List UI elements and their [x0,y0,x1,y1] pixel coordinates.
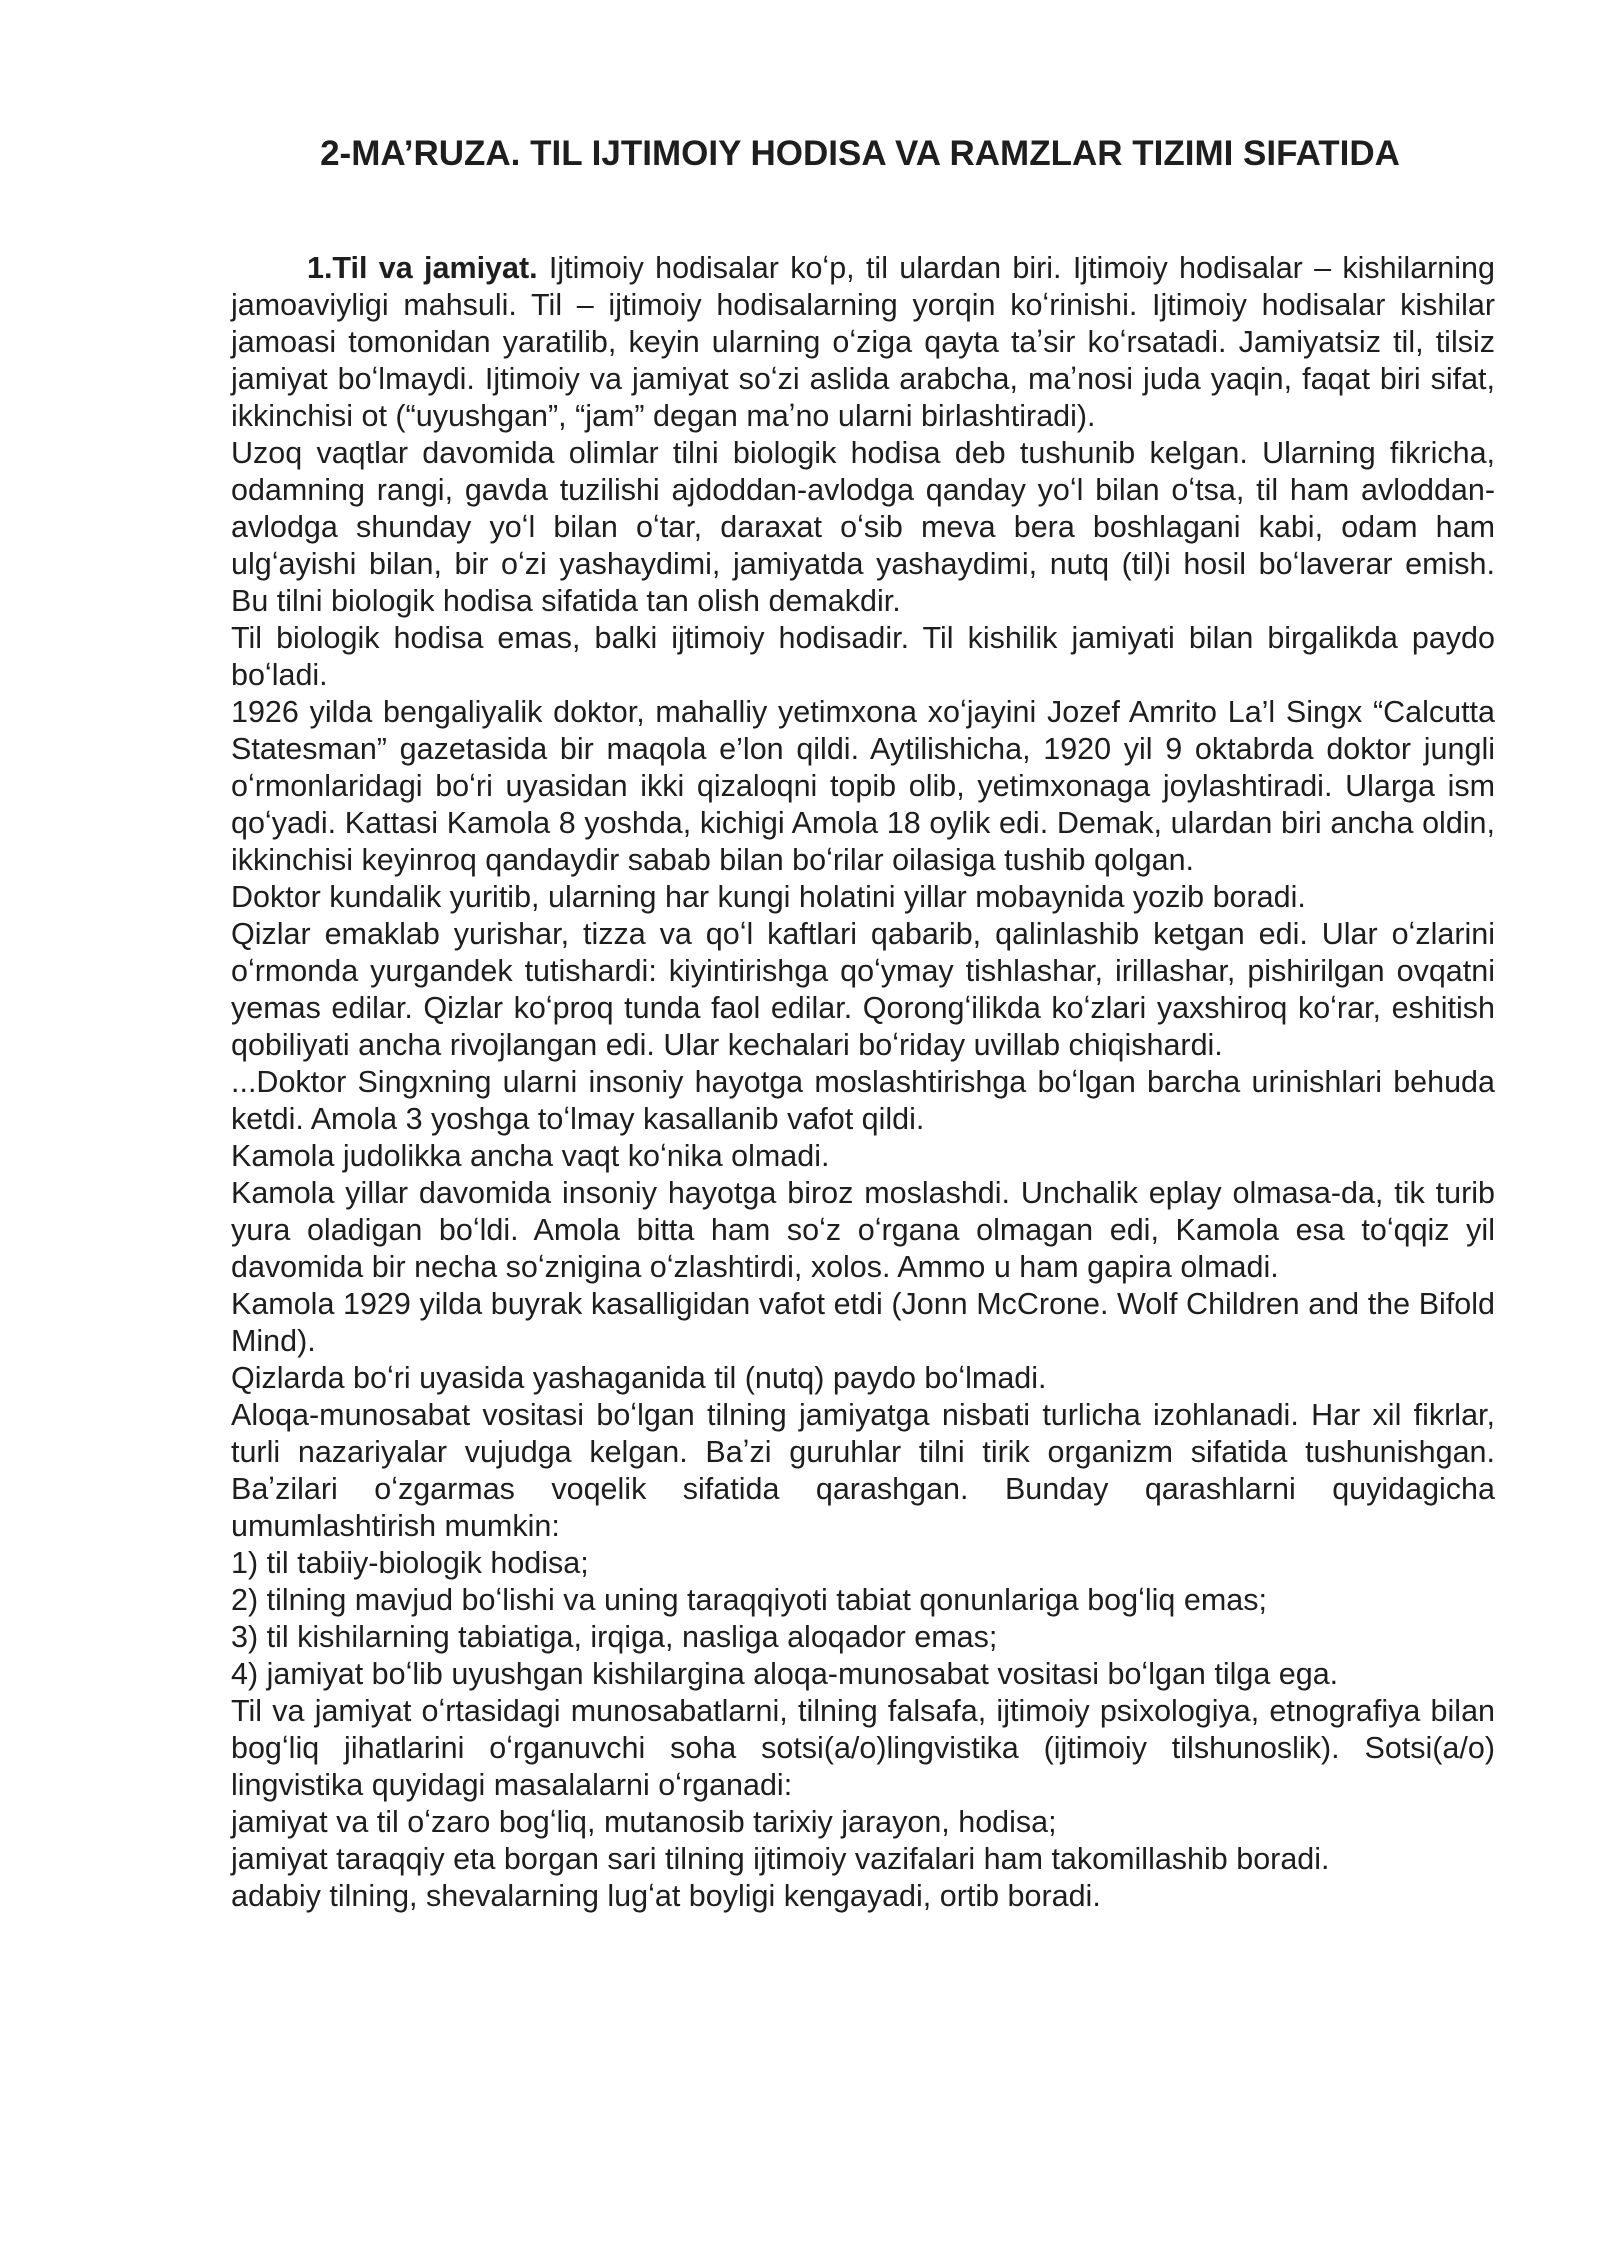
list-item-2: 2) tilning mavjud boʻlishi va uning taraqqiyoti tabiat qonunlariga bogʻliq emas; [231,1583,1267,1617]
paragraph-11: Qizlarda boʻri uyasida yashaganida til (nutq) paydo boʻlmadi. [231,1361,1047,1395]
document-body [231,250,1495,1915]
paragraph-6: Qizlar emaklab yurishar, tizza va qoʻl kaftlari qabarib, qalinlashib ketgan edi. Ular oʻzlarini oʻrmonda yurgandek tutishardi: kiyintirishga qoʻymay tishlashar, irillashar, pishirilgan ovqatni yemas edilar. Qizlar koʻproq tunda faol edilar. Qorongʻilikda koʻzlari yaxshiroq koʻrar, eshitish qobiliyati ancha rivojlangan edi. Ular kechalari boʻriday uvillab chiqishardi. [231,917,1495,1062]
paragraph-8: Kamola judolikka ancha vaqt koʻnika olmadi. [231,1139,830,1173]
paragraph-12: Aloqa-munosabat vositasi boʻlgan tilning jamiyatga nisbati turlicha izohlanadi. Har xil fikrlar, turli nazariyalar vujudga kelgan. Baʼzi guruhlar tilni tirik organizm sifatida tushunishgan. Baʼzilari oʻzgarmas voqelik sifatida qarashgan. Bunday qarashlarni quyidagicha umumlashtirish mumkin: [231,1398,1495,1543]
paragraph-16: adabiy tilning, shevalarning lugʻat boyligi kengayadi, ortib boradi. [231,1879,1101,1913]
paragraph-3: Til biologik hodisa emas, balki ijtimoiy hodisadir. Til kishilik jamiyati bilan birgalikda paydo boʻladi. [231,621,1495,692]
paragraph-14: jamiyat va til oʻzaro bogʻliq, mutanosib tarixiy jarayon, hodisa; [231,1805,1057,1839]
list-item-4: 4) jamiyat boʻlib uyushgan kishilargina aloqa-munosabat vositasi boʻlgan tilga ega. [231,1657,1339,1691]
paragraph-1-text: Ijtimoiy hodisalar koʻp, til ulardan biri. Ijtimoiy hodisalar – kishilarning jamoaviyligi mahsuli. Til – ijtimoiy hodisalarning yorqin koʻrinishi. Ijtimoiy hodisalar kishilar jamoasi tomonidan yaratilib, keyin ularning oʻziga qayta taʼsir koʻrsatadi. Jamiyatsiz til, tilsiz jamiyat boʻlmaydi. Ijtimoiy va jamiyat soʻzi aslida arabcha, maʼnosi juda yaqin, faqat biri sifat, ikkinchisi ot (“uyushgan”, “jam” degan maʼno ularni birlashtiradi). [231,251,1495,433]
list-item-3: 3) til kishilarning tabiatiga, irqiga, nasliga aloqador emas; [231,1620,998,1654]
paragraph-1 [231,250,1495,435]
paragraph-9: Kamola yillar davomida insoniy hayotga biroz moslashdi. Unchalik eplay olmasa-da, tik turib yura oladigan boʻldi. Amola bitta ham soʻz oʻrgana olmagan edi, Kamola esa toʻqqiz yil davomida bir necha soʻznigina oʻzlashtirdi, xolos. Ammo u ham gapira olmadi. [231,1176,1495,1284]
paragraph-4: 1926 yilda bengaliyalik doktor, mahalliy yetimxona xoʻjayini Jozef Amrito La’l Singx “Calcutta Statesman” gazetasida bir maqola e’lon qildi. Aytilishicha, 1920 yil 9 oktabrda doktor jungli oʻrmonlaridagi boʻri uyasidan ikki qizaloqni topib olib, yetimxonaga joylashtiradi. Ularga ism qoʻyadi. Kattasi Kamola 8 yoshda, kichigi Amola 18 oylik edi. Demak, ulardan biri ancha oldin, ikkinchisi keyinroq qandaydir sabab bilan boʻrilar oilasiga tushib qolgan. [231,695,1495,877]
section-heading: 1.Til va jamiyat. [307,251,538,285]
paragraph-13: Til va jamiyat oʻrtasidagi munosabatlarni, tilning falsafa, ijtimoiy psixologiya, etnografiya bilan bogʻliq jihatlarini oʻrganuvchi soha sotsi(a/o)lingvistika (ijtimoiy tilshunoslik). Sotsi(a/o) lingvistika quyidagi masalalarni oʻrganadi: [231,1694,1495,1802]
paragraph-7: ...Doktor Singxning ularni insoniy hayotga moslashtirishga boʻlgan barcha urinishlari behuda ketdi. Amola 3 yoshga toʻlmay kasallanib vafot qildi. [231,1065,1495,1136]
list-item-1: 1) til tabiiy-biologik hodisa; [231,1546,589,1580]
page-title: 2-MA’RUZA. TIL IJTIMOIY HODISA VA RAMZLAR TIZIMI SIFATIDA [320,134,1400,173]
paragraph-2: Uzoq vaqtlar davomida olimlar tilni biologik hodisa deb tushunib kelgan. Ularning fikricha, odamning rangi, gavda tuzilishi ajdoddan-avlodga qanday yoʻl bilan oʻtsa, til ham avloddan-avlodga shunday yoʻl bilan oʻtar, daraxat oʻsib meva bera boshlagani kabi, odam ham ulgʻayishi bilan, bir oʻzi yashaydimi, jamiyatda yashaydimi, nutq (til)i hosil boʻlaverar emish. Bu tilni biologik hodisa sifatida tan olish demakdir. [231,436,1495,618]
paragraph-10: Kamola 1929 yilda buyrak kasalligidan vafot etdi (Jonn McCrone. Wolf Children and the Bifold Mind). [231,1287,1495,1358]
paragraph-15: jamiyat taraqqiy eta borgan sari tilning ijtimoiy vazifalari ham takomillashib boradi. [231,1842,1330,1876]
paragraph-5: Doktor kundalik yuritib, ularning har kungi holatini yillar mobaynida yozib boradi. [231,880,1306,914]
